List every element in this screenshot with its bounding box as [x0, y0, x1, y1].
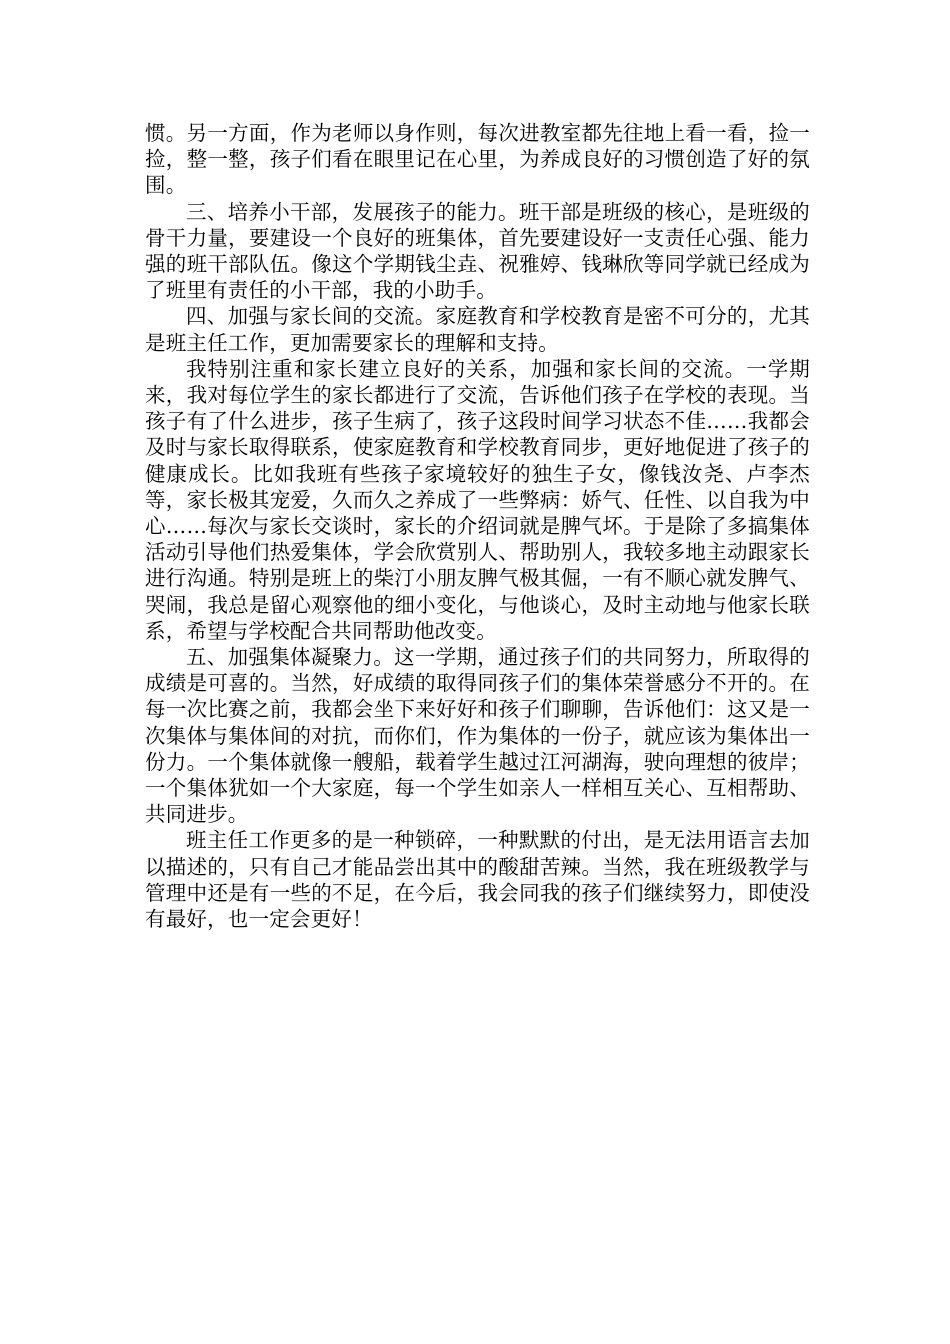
- paragraph-parent-communication: 我特别注重和家长建立良好的关系，加强和家长间的交流。一学期来，我对每位学生的家长都进行了交流，告诉他们孩子在学校的表现。当孩子有了什么进步，孩子生病了，孩子这段时间学习状态不佳……我都会及时与家长取得联系，使家庭教育和学校教育同步，更好地促进了孩子的健康成长。比如我班有些孩子家境较好的独生子女，像钱汝尧、卢李杰等，家长极其宠爱，久而久之养成了一些弊病：娇气、任性、以自我为中心……每次与家长交谈时，家长的介绍词就是脾气坏。于是除了多搞集体活动引导他们热爱集体，学会欣赏别人、帮助别人，我较多地主动跟家长进行沟通。特别是班上的柴汀小朋友脾气极其倔，一有不顺心就发脾气、哭闹，我总是留心观察他的细小变化，与他谈心，及时主动地与他家长联系，希望与学校配合共同帮助他改变。: [145, 356, 810, 643]
- paragraph-section-five: 五、加强集体凝聚力。这一学期，通过孩子们的共同努力，所取得的成绩是可喜的。当然，好成绩的取得同孩子们的集体荣誉感分不开的。在每一次比赛之前，我都会坐下来好好和孩子们聊聊，告诉他们：这又是一次集体与集体间的对抗，而你们，作为集体的一份子，就应该为集体出一份力。一个集体就像一艘船，载着学生越过江河湖海，驶向理想的彼岸；一个集体犹如一个大家庭，每一个学生如亲人一样相互关心、互相帮助、共同进步。: [145, 645, 810, 827]
- paragraph-section-four: 四、加强与家长间的交流。家庭教育和学校教育是密不可分的，尤其是班主任工作，更加需要家长的理解和支持。: [145, 304, 810, 355]
- paragraph-continuation: 惯。另一方面，作为老师以身作则，每次进教室都先往地上看一看，捡一捡，整一整，孩子们看在眼里记在心里，为养成良好的习惯创造了好的氛围。: [145, 121, 810, 198]
- document-body: [145, 120, 810, 932]
- paragraph-conclusion: 班主任工作更多的是一种锁碎，一种默默的付出，是无法用语言去加以描述的，只有自己才能品尝出其中的酸甜苦辣。当然，我在班级教学与管理中还是有一些的不足，在今后，我会同我的孩子们继续努力，即使没有最好，也一定会更好！: [145, 828, 810, 932]
- paragraph-section-three: 三、培养小干部，发展孩子的能力。班干部是班级的核心，是班级的骨干力量，要建设一个良好的班集体，首先要建设好一支责任心强、能力强的班干部队伍。像这个学期钱尘垚、祝雅婷、钱琳欣等同学就已经成为了班里有责任的小干部，我的小助手。: [145, 199, 810, 303]
